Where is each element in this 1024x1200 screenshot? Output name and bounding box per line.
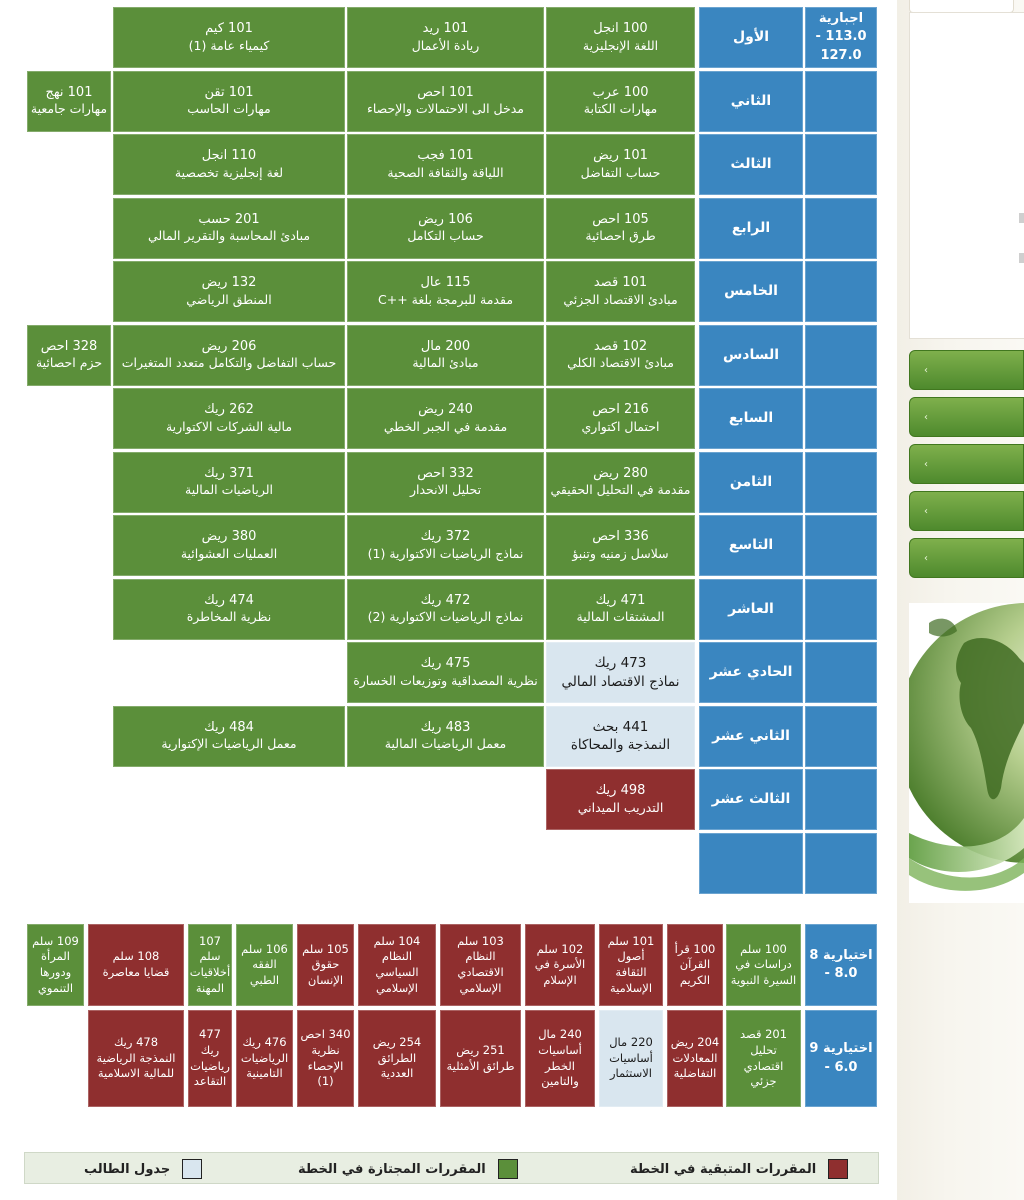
course-name: مهارات الحاسب	[187, 101, 271, 117]
course-cell[interactable]	[113, 706, 345, 767]
course-code: 262 ريك	[204, 402, 254, 418]
course-code: 220 مال	[609, 1035, 653, 1050]
elective-course-cell[interactable]	[358, 924, 436, 1006]
side-content-box	[909, 12, 1024, 339]
semester-label: الثالث	[730, 156, 772, 173]
course-cell[interactable]	[546, 325, 695, 386]
course-name: مقدمة في التحليل الحقيقي	[550, 482, 691, 498]
semester-label-cell	[699, 71, 803, 132]
course-code: 100 انجل	[593, 21, 648, 37]
course-code: 101 ريد	[422, 21, 469, 37]
course-code: 101 ريض	[593, 148, 648, 164]
course-cell[interactable]	[347, 7, 544, 68]
course-cell[interactable]	[27, 71, 111, 132]
header-line: 127.0	[820, 47, 862, 63]
legend-label-schedule: جدول الطالب	[84, 1161, 171, 1177]
course-name: نماذج الاقتصاد المالي	[561, 673, 680, 690]
header-column-cell	[805, 71, 877, 132]
course-name: مقدمة للبرمجة بلغة ++C	[378, 291, 514, 307]
elective-course-cell[interactable]	[525, 1010, 595, 1107]
course-code: 484 ريك	[204, 719, 254, 735]
semester-label-cell	[699, 261, 803, 322]
semester-label: الأول	[732, 29, 770, 46]
course-name: التدريب الميداني	[577, 799, 664, 815]
header-column-cell	[805, 706, 877, 767]
course-name: أساسيات الاستثمار	[609, 1050, 653, 1081]
course-code: 106 سلم	[241, 941, 288, 956]
semester-label: الثامن	[729, 473, 773, 490]
course-code: 328 احص	[40, 338, 98, 354]
semester-label-cell	[699, 706, 803, 767]
course-code: 102 سلم	[536, 941, 584, 956]
elective-course-cell[interactable]	[667, 1010, 723, 1107]
course-name: مهارات جامعية	[30, 101, 108, 117]
legend-swatch-passed	[498, 1159, 518, 1179]
course-code: 102 قصد	[593, 338, 648, 354]
course-code: 206 ريض	[201, 338, 257, 354]
course-cell[interactable]	[347, 642, 544, 703]
elective-group-header	[805, 1010, 877, 1107]
course-name: لغة إنجليزية تخصصية	[174, 164, 284, 180]
legend	[24, 1152, 879, 1184]
course-code: 200 مال	[420, 338, 471, 354]
course-name: المعادلات التفاضلية	[672, 1050, 718, 1081]
course-code: 101 فجب	[417, 148, 474, 164]
course-code: 106 ريض	[418, 211, 473, 227]
semester-label-cell	[699, 769, 803, 830]
course-name: النمذجة الرياضية للمالية الاسلامية	[96, 1050, 176, 1081]
course-cell[interactable]	[347, 134, 544, 195]
course-code: 483 ريك	[420, 719, 471, 735]
course-code: 107 سلم	[199, 933, 221, 964]
semester-label: الثالث عشر	[711, 791, 791, 808]
elective-course-cell[interactable]	[297, 1010, 354, 1107]
course-name: نماذج الرياضيات الاكتوارية (2)	[367, 609, 524, 625]
course-cell[interactable]	[113, 134, 345, 195]
course-name: المنطق الرياضي	[186, 291, 272, 307]
course-name: حقوق الإنسان	[307, 957, 344, 987]
course-code: 101 احص	[417, 84, 474, 100]
legend-label-remaining: المقررات المتبقية في الخطة	[630, 1161, 817, 1177]
elective-course-cell[interactable]	[236, 1010, 293, 1107]
legend-label-passed: المقررات المجتازة في الخطة	[298, 1161, 486, 1177]
semester-label-cell	[699, 198, 803, 259]
chevron-left-icon: ‹	[924, 552, 928, 564]
header-line: 113.0 -	[815, 29, 867, 45]
elective-course-cell[interactable]	[358, 1010, 436, 1107]
elective-course-cell[interactable]	[599, 1010, 663, 1107]
legend-swatch-schedule	[182, 1159, 202, 1179]
course-name: اللياقة والثقافة الصحية	[387, 164, 504, 180]
course-name: تحليل الانحدار	[409, 482, 482, 498]
semester-label-cell	[699, 7, 803, 68]
chevron-left-icon: ‹	[924, 364, 928, 376]
course-code: 204 ريض	[670, 1035, 720, 1050]
semester-label-cell	[699, 388, 803, 449]
elective-group-header	[805, 924, 877, 1006]
course-code: 109 سلم	[32, 933, 79, 948]
header-column-cell	[805, 134, 877, 195]
course-code: 371 ريك	[204, 465, 254, 481]
course-code: 101 قصد	[593, 275, 648, 291]
legend-swatch-remaining	[828, 1159, 848, 1179]
course-name: مالية الشركات الاكتوارية	[165, 418, 293, 434]
course-code: 475 ريك	[420, 656, 471, 672]
course-code: 100 عرب	[592, 84, 649, 100]
elective-course-cell[interactable]	[27, 924, 84, 1006]
course-cell[interactable]	[113, 7, 345, 68]
semester-label-cell	[699, 452, 803, 513]
side-text-fragment	[1019, 253, 1024, 263]
course-code: 372 ريك	[420, 529, 471, 545]
course-cell[interactable]	[27, 325, 111, 386]
elective-course-cell[interactable]	[88, 1010, 184, 1107]
side-menu-button[interactable]	[909, 397, 1024, 437]
chevron-left-icon: ‹	[924, 505, 928, 517]
course-cell[interactable]	[113, 452, 345, 513]
course-code: 132 ريض	[201, 275, 257, 291]
header-column-cell	[805, 579, 877, 640]
header-column-cell	[805, 642, 877, 703]
course-name: مقدمة في الجبر الخطي	[383, 418, 508, 434]
side-text-fragment	[1019, 213, 1024, 223]
elective-course-cell[interactable]	[667, 924, 723, 1006]
legend-item-schedule	[84, 1158, 202, 1180]
course-name: سلاسل زمنيه وتنبؤ	[572, 545, 669, 561]
course-name: أساسيات الخطر والتامين	[538, 1042, 582, 1089]
course-name: الرياضيات المالية	[185, 482, 274, 498]
elective-header-line: 8.0 -	[824, 966, 858, 981]
course-name: نماذج الرياضيات الاكتوارية (1)	[367, 545, 524, 561]
course-name: حساب التكامل	[407, 228, 484, 244]
course-code: 340 احص	[300, 1027, 351, 1042]
semester-label: السابع	[728, 410, 774, 427]
semester-label: الرابع	[731, 219, 771, 236]
course-cell[interactable]	[546, 452, 695, 513]
elective-header-line: 6.0 -	[824, 1059, 858, 1075]
course-cell[interactable]	[546, 515, 695, 576]
side-menu-button[interactable]	[909, 350, 1024, 390]
header-column-cell	[805, 388, 877, 449]
course-cell[interactable]	[347, 325, 544, 386]
course-name: القرآن الكريم	[679, 957, 711, 987]
course-code: 471 ريك	[595, 592, 646, 608]
semester-label-cell	[699, 579, 803, 640]
semester-label: الثاني عشر	[712, 727, 790, 744]
course-cell[interactable]	[347, 579, 544, 640]
course-cell[interactable]	[113, 325, 345, 386]
header-column-cell	[805, 833, 877, 894]
header-column-cell	[805, 452, 877, 513]
elective-course-cell[interactable]	[525, 924, 595, 1006]
course-cell[interactable]	[113, 515, 345, 576]
elective-course-cell[interactable]	[599, 924, 663, 1006]
course-name: الأسرة في الإسلام	[534, 957, 586, 987]
header-column-cell	[805, 261, 877, 322]
semester-label: العاشر	[728, 600, 774, 617]
semester-label-cell	[699, 833, 803, 894]
course-name: معمل الرياضيات الإكتوارية	[161, 736, 297, 752]
course-name: المرأة ودورها التنموي	[37, 949, 74, 995]
course-name: المشتقات المالية	[576, 609, 665, 625]
course-cell[interactable]	[347, 261, 544, 322]
elective-course-cell[interactable]	[440, 924, 521, 1006]
course-name: أخلاقيات المهنة	[189, 965, 231, 995]
course-cell[interactable]	[347, 515, 544, 576]
course-code: 478 ريك	[113, 1035, 159, 1050]
course-code: 216 احص	[592, 402, 649, 418]
course-name: الرياضيات التامينية	[240, 1050, 289, 1081]
course-cell[interactable]	[113, 198, 345, 259]
course-cell[interactable]	[546, 198, 695, 259]
elective-course-cell[interactable]	[440, 1010, 521, 1107]
course-cell[interactable]	[546, 7, 695, 68]
elective-course-cell[interactable]	[236, 924, 293, 1006]
course-name: تحليل اقتصادي جزئي	[743, 1042, 784, 1089]
course-code: 498 ريك	[595, 783, 646, 799]
elective-course-cell[interactable]	[297, 924, 354, 1006]
course-code: 101 كيم	[205, 21, 253, 37]
course-cell[interactable]	[347, 198, 544, 259]
course-code: 201 حسب	[198, 211, 260, 227]
course-name: مهارات الكتابة	[583, 101, 658, 117]
elective-header-line: اختيارية 8	[809, 947, 873, 963]
course-name: أصول الثقافة الإسلامية	[609, 949, 653, 995]
semester-label: التاسع	[728, 537, 774, 554]
course-code: 101 تقن	[204, 84, 254, 100]
course-name: نظرية الإحصاء (1)	[307, 1042, 344, 1089]
semester-label-cell	[699, 325, 803, 386]
course-cell[interactable]	[113, 71, 345, 132]
course-cell[interactable]	[546, 579, 695, 640]
course-name: النظام الاقتصادي الإسلامي	[457, 949, 504, 995]
course-code: 101 نهج	[45, 84, 93, 100]
course-code: 380 ريض	[201, 529, 257, 545]
course-name: طرق احصائية	[585, 228, 656, 244]
course-cell[interactable]	[546, 134, 695, 195]
side-menu-button[interactable]	[909, 491, 1024, 531]
course-code: 108 سلم	[112, 949, 160, 964]
course-name: كيمياء عامة (1)	[188, 37, 270, 53]
course-cell[interactable]	[113, 579, 345, 640]
elective-course-cell[interactable]	[188, 924, 232, 1006]
globe-icon	[909, 603, 1024, 903]
course-code: 105 سلم	[302, 941, 349, 956]
course-name: مبادئ المحاسبة والتقرير المالي	[147, 228, 311, 244]
semester-label-cell	[699, 134, 803, 195]
course-code: 254 ريض	[372, 1035, 422, 1050]
course-code: 472 ريك	[420, 592, 471, 608]
course-code: 332 احص	[417, 465, 474, 481]
course-name: ريادة الأعمال	[411, 37, 480, 53]
elective-header-line: اختيارية 9	[809, 1041, 873, 1057]
semester-label: الخامس	[724, 283, 778, 300]
course-code: 101 سلم	[607, 933, 655, 948]
course-name: مدخل الى الاحتمالات والإحصاء	[367, 101, 524, 117]
course-name: رياضيات التقاعد	[190, 1058, 230, 1089]
course-cell[interactable]	[347, 388, 544, 449]
required-courses-header	[805, 7, 877, 68]
header-column-cell	[805, 325, 877, 386]
course-code: 240 ريض	[418, 402, 473, 418]
course-code: 100 سلم	[740, 941, 787, 956]
course-name: اللغة الإنجليزية	[582, 37, 659, 53]
course-code: 115 عال	[420, 275, 471, 291]
side-menu-button[interactable]	[909, 538, 1024, 578]
elective-course-cell[interactable]	[726, 1010, 801, 1107]
course-name: النمذجة والمحاكاة	[570, 737, 671, 753]
course-name: نظرية المخاطرة	[186, 609, 272, 625]
course-code: 110 انجل	[201, 148, 257, 164]
course-cell[interactable]	[347, 71, 544, 132]
course-code: 103 سلم	[457, 933, 504, 948]
course-cell[interactable]	[347, 706, 544, 767]
course-cell[interactable]	[546, 261, 695, 322]
course-code: 336 احص	[592, 529, 649, 545]
semester-label-cell	[699, 515, 803, 576]
semester-label: السادس	[722, 346, 780, 363]
header-column-cell	[805, 769, 877, 830]
course-cell[interactable]	[546, 642, 695, 703]
course-code: 251 ريض	[456, 1042, 505, 1057]
course-name: النظام السياسي الإسلامي	[375, 949, 419, 995]
course-code: 474 ريك	[204, 592, 254, 608]
semester-label: الثاني	[730, 92, 772, 109]
header-line: اجبارية	[818, 11, 864, 27]
course-code: 201 قصد	[739, 1027, 788, 1042]
header-column-cell	[805, 198, 877, 259]
side-panel	[897, 0, 1024, 1200]
course-name: حساب التفاضل والتكامل متعدد المتغيرات	[121, 355, 337, 371]
chevron-left-icon: ‹	[924, 411, 928, 423]
legend-item-passed	[298, 1158, 518, 1180]
course-name: مبادئ الاقتصاد الجزئي	[563, 291, 678, 307]
course-name: حساب التفاضل	[580, 164, 661, 180]
course-code: 100 قرأ	[674, 941, 716, 956]
course-name: دراسات في السيرة النبوية	[730, 957, 797, 987]
course-cell[interactable]	[546, 769, 695, 830]
course-name: معمل الرياضيات المالية	[384, 736, 507, 752]
course-code: 240 مال	[538, 1027, 582, 1042]
course-cell[interactable]	[113, 261, 345, 322]
course-cell[interactable]	[546, 71, 695, 132]
elective-course-cell[interactable]	[726, 924, 801, 1006]
course-name: الفقه الطبي	[249, 957, 280, 987]
side-menu-button[interactable]	[909, 444, 1024, 484]
chevron-left-icon: ‹	[924, 458, 928, 470]
legend-item-remaining	[630, 1158, 848, 1180]
course-cell[interactable]	[546, 388, 695, 449]
course-name: احتمال اكتواري	[581, 418, 660, 434]
course-cell[interactable]	[546, 706, 695, 767]
course-name: قضايا معاصرة	[102, 965, 170, 979]
elective-course-cell[interactable]	[88, 924, 184, 1006]
elective-course-cell[interactable]	[188, 1010, 232, 1107]
course-name: الطرائق العددية	[377, 1050, 417, 1081]
course-code: 441 بحث	[592, 718, 649, 735]
course-name: حزم احصائية	[35, 355, 103, 371]
course-name: مبادئ الاقتصاد الكلي	[567, 355, 674, 371]
course-code: 104 سلم	[373, 933, 421, 948]
course-code: 105 احص	[592, 211, 649, 227]
course-name: مبادئ المالية	[412, 355, 479, 371]
course-code: 477 ريك	[199, 1027, 221, 1057]
course-name: طرائق الأمثلية	[446, 1058, 515, 1073]
course-code: 280 ريض	[593, 465, 648, 481]
course-name: نظرية المصداقية وتوزيعات الخسارة	[353, 672, 538, 688]
globe-image	[909, 603, 1024, 903]
course-code: 476 ريك	[242, 1035, 287, 1050]
course-cell[interactable]	[347, 452, 544, 513]
header-column-cell	[805, 515, 877, 576]
semester-label-cell	[699, 642, 803, 703]
course-name: العمليات العشوائية	[180, 545, 278, 561]
semester-label: الحادي عشر	[709, 664, 793, 681]
course-cell[interactable]	[113, 388, 345, 449]
course-code: 473 ريك	[594, 655, 647, 672]
